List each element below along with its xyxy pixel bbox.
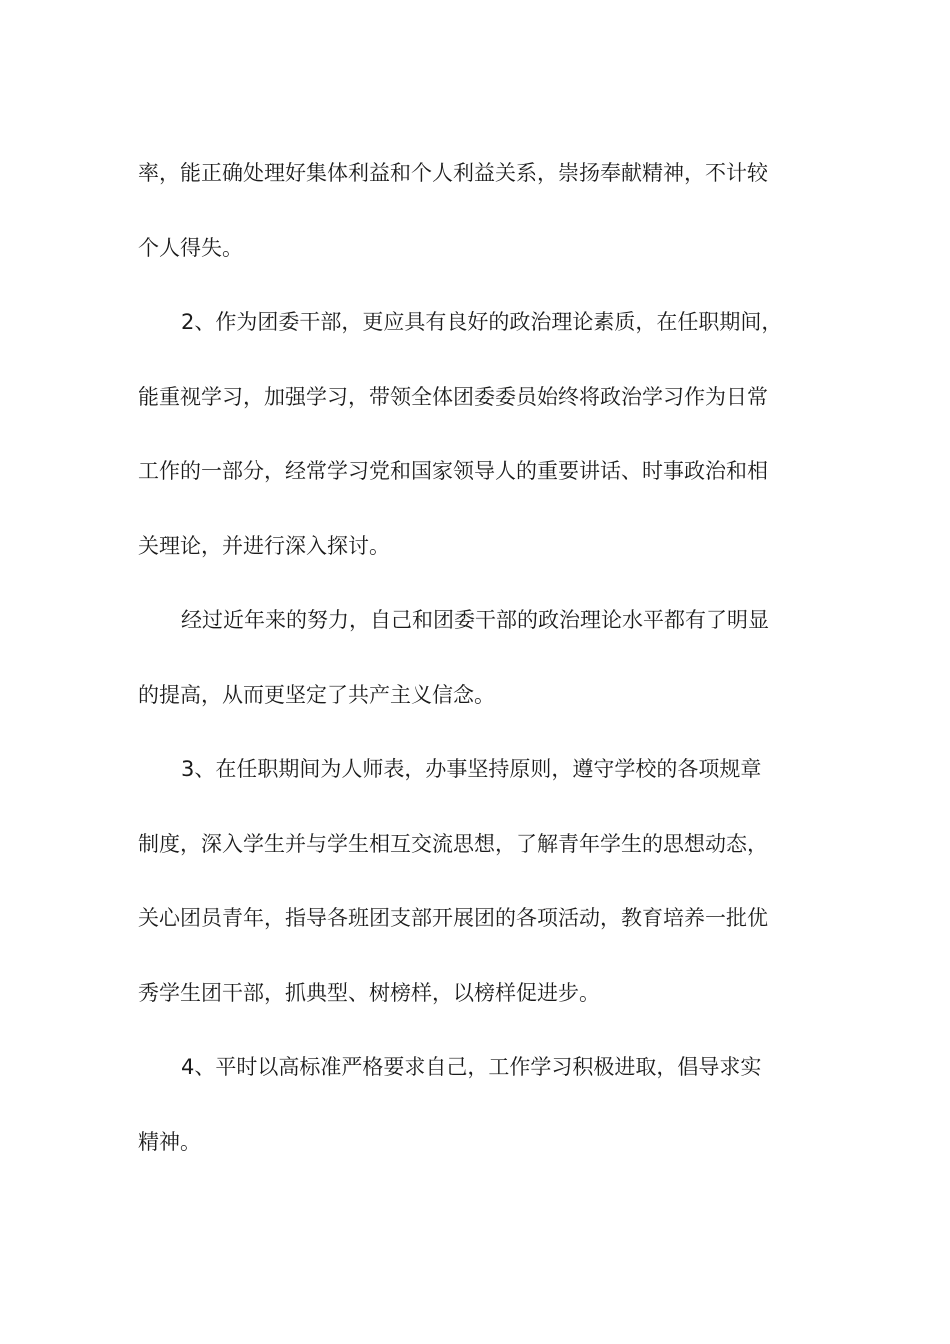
text-line: 4、平时以高标准严格要求自己，工作学习积极进取，倡导求实: [181, 1055, 762, 1079]
paragraph-1: [138, 136, 808, 285]
text-line: 3、在任职期间为人师表，办事坚持原则，遵守学校的各项规章: [181, 757, 762, 781]
document-body: [138, 136, 808, 1179]
text-line: 工作的一部分，经常学习党和国家领导人的重要讲话、时事政治和相: [138, 459, 768, 483]
paragraph-2: [138, 285, 808, 583]
text-line: 个人得失。: [138, 235, 243, 260]
paragraph-3: [138, 583, 808, 732]
text-line: 秀学生团干部，抓典型、树榜样，以榜样促进步。: [138, 980, 600, 1005]
paragraph-4: [138, 732, 808, 1030]
text-line: 2、作为团委干部，更应具有良好的政治理论素质，在任职期间，: [181, 310, 783, 334]
text-line: 经过近年来的努力，自己和团委干部的政治理论水平都有了明显: [181, 608, 769, 632]
text-line: 率，能正确处理好集体利益和个人利益关系，崇扬奉献精神，不计较: [138, 161, 768, 185]
text-line: 精神。: [138, 1129, 201, 1154]
paragraph-5: [138, 1030, 808, 1179]
text-line: 制度，深入学生并与学生相互交流思想，了解青年学生的思想动态，: [138, 831, 768, 856]
text-line: 能重视学习，加强学习，带领全体团委委员始终将政治学习作为日常: [138, 384, 768, 409]
text-line: 关理论，并进行深入探讨。: [138, 533, 390, 558]
text-line: 关心团员青年，指导各班团支部开展团的各项活动，教育培养一批优: [138, 906, 768, 930]
text-line: 的提高，从而更坚定了共产主义信念。: [138, 682, 495, 707]
